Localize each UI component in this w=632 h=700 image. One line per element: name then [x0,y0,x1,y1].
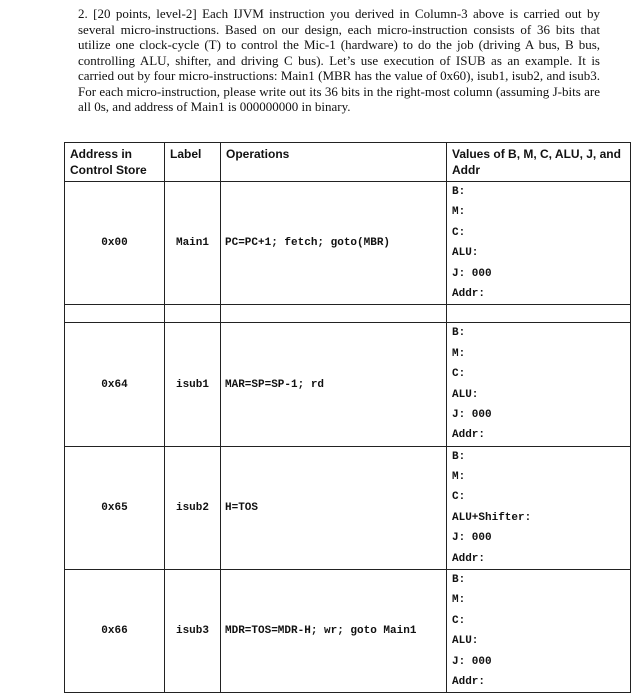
field-addr: Addr: [452,287,486,300]
spacer-row [65,305,631,323]
table-row [65,570,631,693]
field-b: B: [452,327,466,340]
operations-cell: MAR=SP=SP-1; rd [221,323,447,446]
spacer-cell [221,305,447,323]
field-j: J: 000 [452,655,492,668]
label-cell: Main1 [165,182,221,305]
field-addr: Addr: [452,552,486,565]
problem-statement: 2. [20 points, level-2] Each IJVM instruction you derived in Column-3 above is carried out by several micro-instructions. Based on our design, each micro-instruction consists of 36 bits that utilize one clock-cycle (T) to control the Mic-1 (hardware) to do the job (driving A bus, B bus, controlling ALU, shifter, and driving C bus). Let’s use execution of ISUB as an example. It is carried out by four micro-instructions: Main1 (MBR has the value of 0x60), isub1, isub2, and isub3. For each micro-instruction, please write out its 36 bits in the right-most column (assuming J-bits are all 0s, and address of Main1 is 000000000 in binary. [78,6,600,114]
field-m: M: [452,347,466,360]
field-b: B: [452,186,466,198]
field-alu: ALU: [452,388,479,401]
operations-cell: PC=PC+1; fetch; goto(MBR) [221,182,447,305]
values-cell[interactable] [447,323,631,446]
field-j: J: 000 [452,532,492,545]
spacer-cell [165,305,221,323]
address-cell: 0x00 [65,182,165,305]
table-row [65,446,631,569]
address-cell: 0x64 [65,323,165,446]
field-m: M: [452,206,466,219]
field-c: C: [452,614,466,627]
table-row [65,182,631,305]
field-j: J: 000 [452,408,492,421]
field-addr: Addr: [452,675,486,688]
field-c: C: [452,226,466,239]
microinstruction-table [64,142,631,693]
field-c: C: [452,368,466,381]
operations-cell: H=TOS [221,446,447,569]
field-alu: ALU: [452,635,479,648]
address-cell: 0x65 [65,446,165,569]
address-cell: 0x66 [65,570,165,693]
field-m: M: [452,594,466,607]
spacer-cell [65,305,165,323]
operations-cell: MDR=TOS=MDR-H; wr; goto Main1 [221,570,447,693]
label-cell: isub1 [165,323,221,446]
header-values: Values of B, M, C, ALU, J, and Addr [447,143,631,182]
field-c: C: [452,491,466,504]
field-b: B: [452,574,466,587]
header-operations: Operations [221,143,447,182]
label-cell: isub3 [165,570,221,693]
field-addr: Addr: [452,429,486,442]
header-label: Label [165,143,221,182]
values-cell[interactable] [447,570,631,693]
spacer-cell [447,305,631,323]
values-cell[interactable] [447,182,631,305]
field-j: J: 000 [452,267,492,280]
field-alu: ALU: [452,247,479,260]
table-row [65,323,631,446]
table-header-row [65,143,631,182]
field-b: B: [452,450,466,463]
field-alu-shifter: ALU+Shifter: [452,511,532,524]
field-m: M: [452,471,466,484]
label-cell: isub2 [165,446,221,569]
values-cell[interactable] [447,446,631,569]
header-address: Address in Control Store [65,143,165,182]
